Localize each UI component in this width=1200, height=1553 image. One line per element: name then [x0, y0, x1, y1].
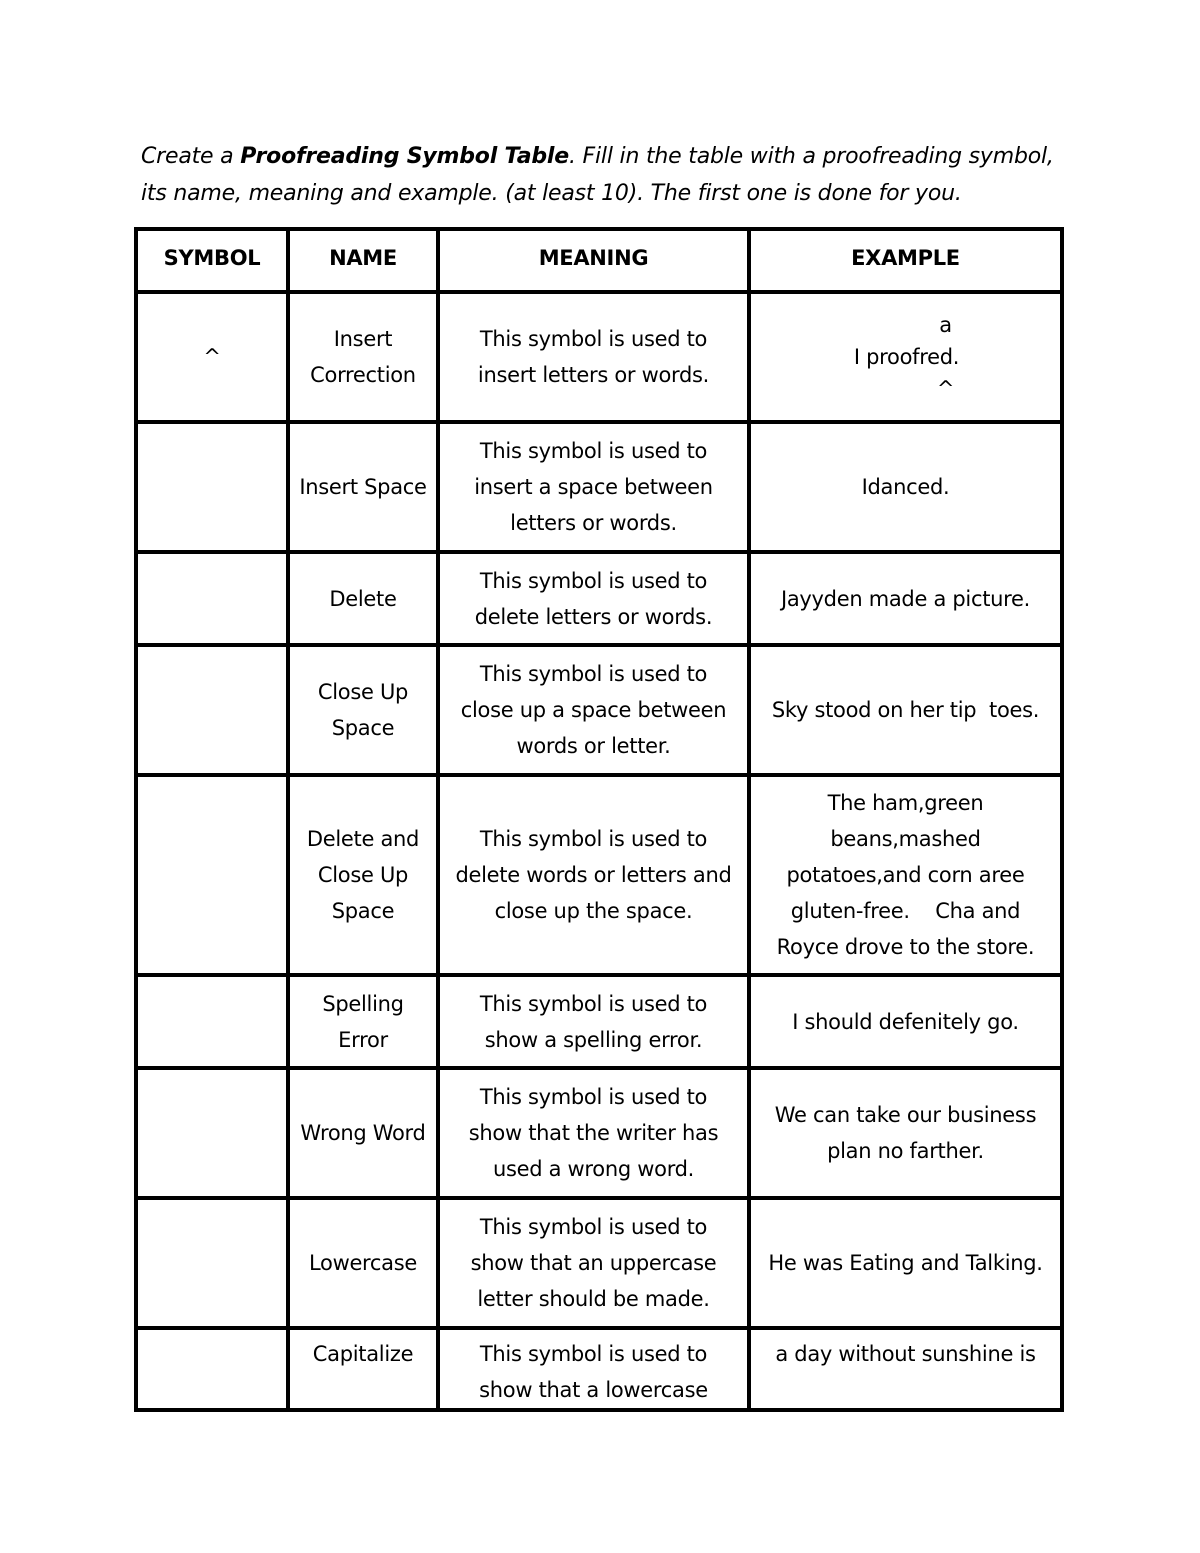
example-line: We can take our business	[774, 1103, 1037, 1127]
name-line: Lowercase	[308, 1251, 418, 1275]
meaning-line: This symbol is used to	[479, 568, 708, 593]
meaning-cell	[438, 1198, 749, 1328]
example-line: He was Eating and Talking.	[768, 1251, 1043, 1275]
symbol-cell	[136, 422, 288, 552]
symbol-cell	[136, 645, 288, 775]
symbol-cell	[136, 1328, 288, 1410]
header-meaning: MEANING	[438, 229, 749, 292]
symbol-cell	[136, 292, 288, 422]
meaning-line: This symbol is used to	[479, 991, 708, 1016]
symbol-cell	[136, 975, 288, 1068]
example-line: Idanced.	[861, 475, 950, 499]
symbol-cell	[136, 1068, 288, 1198]
meaning-line: words or letter.	[516, 734, 671, 758]
meaning-line: insert letters or words.	[477, 363, 710, 387]
meaning-line: letters or words.	[510, 511, 677, 535]
example-line: a day without sunshine is	[775, 1342, 1036, 1366]
example-cell	[749, 775, 1062, 975]
meaning-line: delete words or letters and	[455, 863, 732, 887]
table-row	[136, 1328, 1062, 1410]
example-line: Sky stood on her tip toes.	[771, 698, 1040, 722]
example-line: gluten-free. Cha and	[790, 899, 1021, 923]
name-cell	[288, 552, 438, 645]
example-line: beans,mashed	[830, 827, 981, 851]
name-line: Close Up	[317, 680, 409, 704]
example-cell	[749, 645, 1062, 775]
name-cell	[288, 1198, 438, 1328]
meaning-line: close up a space between	[460, 698, 727, 722]
name-line: Close Up	[317, 863, 409, 887]
meaning-cell	[438, 645, 749, 775]
proofreading-symbol-table	[134, 227, 1064, 1412]
example-cell	[749, 1198, 1062, 1328]
instructions-rest: . Fill in the table with a proofreading symbol,	[568, 144, 1054, 169]
example-cell	[749, 422, 1062, 552]
example-line: potatoes,and corn aree	[786, 863, 1025, 887]
example-line: Royce drove to the store.	[776, 935, 1035, 959]
symbol-cell	[136, 1198, 288, 1328]
table-row	[136, 645, 1062, 775]
meaning-cell	[438, 1328, 749, 1410]
example-cell	[749, 1328, 1062, 1410]
meaning-line: insert a space between	[474, 475, 713, 499]
name-line: Correction	[310, 363, 416, 387]
name-line: Space	[331, 899, 395, 923]
meaning-line: This symbol is used to	[479, 1085, 708, 1109]
meaning-line: letter should be made.	[477, 1287, 710, 1311]
name-line: Delete	[329, 586, 397, 611]
example-insert-mark: a	[939, 313, 952, 337]
meaning-line: This symbol is used to	[479, 1215, 708, 1239]
name-line: Error	[338, 1027, 388, 1052]
name-line: Insert Space	[299, 475, 427, 499]
meaning-line: This symbol is used to	[479, 1342, 708, 1366]
name-cell	[288, 1068, 438, 1198]
name-cell	[288, 292, 438, 422]
header-symbol: SYMBOL	[136, 229, 288, 292]
meaning-cell	[438, 975, 749, 1068]
meaning-line: show that a lowercase	[479, 1378, 708, 1402]
instructions-line-2: its name, meaning and example. (at least 10). The first one is done for you.	[141, 181, 962, 206]
meaning-cell	[438, 292, 749, 422]
name-cell	[288, 645, 438, 775]
table-row	[136, 775, 1062, 975]
example-line: I should defenitely go.	[792, 1009, 1019, 1034]
example-cell	[749, 1068, 1062, 1198]
name-cell	[288, 775, 438, 975]
name-cell	[288, 422, 438, 552]
meaning-line: This symbol is used to	[479, 662, 708, 686]
meaning-line: This symbol is used to	[479, 327, 708, 351]
meaning-line: used a wrong word.	[492, 1157, 695, 1181]
header-name: NAME	[288, 229, 438, 292]
meaning-cell	[438, 552, 749, 645]
instructions-lead: Create a	[141, 144, 241, 169]
instructions-emphasis: Proofreading Symbol Table	[240, 144, 569, 169]
instructions-line-1	[141, 138, 1071, 175]
example-cell	[749, 292, 1062, 422]
meaning-line: delete letters or words.	[474, 604, 713, 629]
caret-mark: ^	[936, 377, 955, 401]
name-line: Delete and	[306, 827, 420, 851]
example-cell	[749, 975, 1062, 1068]
name-line: Spelling	[322, 991, 404, 1016]
instructions	[141, 138, 1071, 212]
symbol-cell	[136, 775, 288, 975]
example-line: plan no farther.	[827, 1139, 984, 1163]
header-example: EXAMPLE	[749, 229, 1062, 292]
meaning-line: show a spelling error.	[484, 1027, 703, 1052]
example-line: The ham,green	[827, 791, 984, 815]
table-header-row	[136, 229, 1062, 292]
table-row	[136, 1198, 1062, 1328]
meaning-line: This symbol is used to	[479, 439, 708, 463]
table-row	[136, 292, 1062, 422]
meaning-cell	[438, 422, 749, 552]
name-line: Capitalize	[312, 1342, 414, 1366]
meaning-cell	[438, 775, 749, 975]
name-cell	[288, 975, 438, 1068]
table-row	[136, 552, 1062, 645]
meaning-line: show that an uppercase	[470, 1251, 717, 1275]
table-row	[136, 975, 1062, 1068]
symbol-cell	[136, 552, 288, 645]
table-row	[136, 422, 1062, 552]
name-line: Insert	[333, 327, 393, 351]
symbol-text: ^	[203, 345, 221, 369]
name-cell	[288, 1328, 438, 1410]
meaning-line: close up the space.	[494, 899, 693, 923]
name-line: Space	[331, 716, 395, 740]
meaning-line: show that the writer has	[468, 1121, 719, 1145]
name-line: Wrong Word	[300, 1121, 426, 1145]
example-line: I proofred.	[853, 345, 960, 369]
table-row	[136, 1068, 1062, 1198]
meaning-line: This symbol is used to	[479, 827, 708, 851]
example-cell	[749, 552, 1062, 645]
meaning-cell	[438, 1068, 749, 1198]
example-line: Jayyden made a picture.	[780, 586, 1031, 611]
